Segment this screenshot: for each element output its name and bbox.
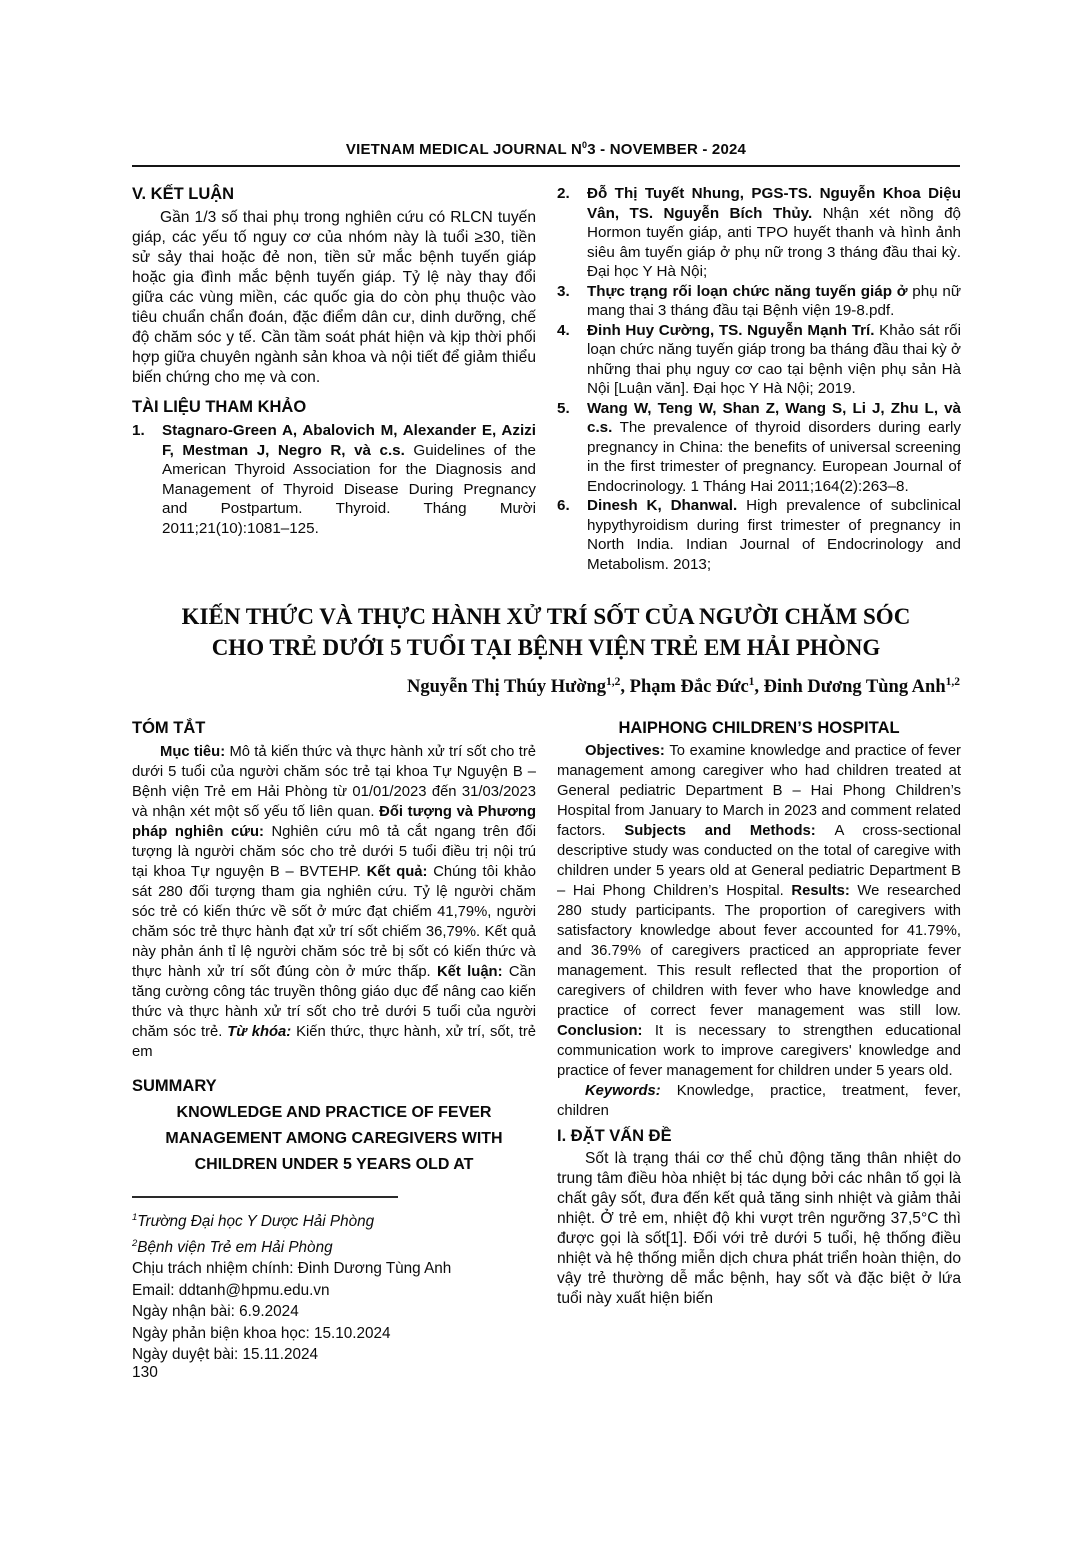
conclusion-paragraph: Gần 1/3 số thai phụ trong nghiên cứu có RLCN tuyến giáp, các yếu tố nguy cơ của nhóm này là tuổi ≥30, tiền sử sảy thai hoặc đẻ non, tiền sử mắc bệnh tuyến giáp hoặc gia đình mắc bệnh tuyến giáp. Tỷ lệ này thay đổi giữa các vùng miền, các quốc gia do còn phụ thuộc vào tiêu chuẩn chẩn đoán, đặc điểm dân cư, dinh dưỡng, chế độ chăm sóc y tế. Cần tầm soát phát hiện và kịp thời phối hợp giữa chuyên ngành sản khoa và nội tiết để giảm thiểu biến chứng cho mẹ và con. <box>132 209 536 386</box>
reference-text: Thực trạng rối loạn chức năng tuyến giáp ở phụ nữ mang thai 3 tháng đầu tại Bệnh viện 19-8.pdf. <box>587 282 961 319</box>
affiliation-1: $^1$Trường Đại học Y Dược Hải Phòng <box>132 1212 375 1231</box>
column-right-2 <box>557 718 961 1366</box>
journal-title-pre: VIETNAM MEDICAL JOURNAL N <box>345 141 583 158</box>
summary-english-title: KNOWLEDGE AND PRACTICE OF FEVER MANAGEMENT AMONG CAREGIVERS WITH CHILDREN UNDER 5 YEARS OLD AT <box>165 1104 503 1174</box>
article-title-line-1: KIẾN THỨC VÀ THỰC HÀNH XỬ TRÍ SỐT CỦA NGƯỜI CHĂM SÓC <box>181 604 911 629</box>
author-2-affiliation-marker: 1 <box>748 676 755 688</box>
author-separator: , <box>620 677 630 698</box>
reference-text: Wang W, Teng W, Shan Z, Wang S, Li J, Zhu L, và c.s. The prevalence of thyroid disorders during early pregnancy in China: the benefits of universal screening in the first trimester of pregnancy. European Journal of Endocrinology. 1 Tháng Hai 2011;164(2):263–8. <box>587 399 961 495</box>
introduction-heading: I. ĐẶT VẤN ĐỀ <box>557 1127 672 1146</box>
footnote-divider <box>132 1196 398 1198</box>
author-3: Đinh Dương Tùng Anh$^{1,2}$ <box>763 676 960 698</box>
keywords-paragraph: Keywords: Knowledge, practice, treatment, fever, children <box>557 1083 961 1120</box>
conclusion-heading: V. KẾT LUẬN <box>132 185 235 203</box>
reference-number: 3. <box>557 282 570 300</box>
summary-heading: SUMMARY <box>132 1077 217 1096</box>
article-title <box>132 601 960 663</box>
accepted-date-line: Ngày duyệt bài: 15.11.2024 <box>132 1346 318 1364</box>
reference-item-5 <box>557 399 961 497</box>
reference-text: Stagnaro-Green A, Abalovich M, Alexander E, Azizi F, Mestman J, Negro R, và c.s. Guidelines of the American Thyroid Association for the Diagnosis and Management of Thyroid Disease During Pregnancy and Postpartum. Thyroid. Tháng Mười 2011;21(10):1081–125. <box>162 422 537 537</box>
abstract-vi-paragraph: Mục tiêu: Mô tả kiến thức và thực hành xử trí sốt cho trẻ dưới 5 tuổi của người chăm sóc trẻ tại khoa Tự Nguyện B – Bệnh viện Trẻ em Hải Phòng từ 01/01/2023 đến 31/03/2023 và nhận xét một số yếu tố liên quan. Đối tượng và Phương pháp nghiên cứu: Nghiên cứu mô tả cắt ngang trên đối tượng là người chăm sóc cho trẻ dưới 5 tuổi điều trị nội trú tại khoa Tự nguyện B – BVTEHP. Kết quả: Chúng tôi khảo sát 280 đối tượng tham gia nghiên cứu. Tỷ lệ người chăm sóc trẻ có kiến thức về sốt ở mức đạt chiếm 41,79%, người chăm sóc trẻ thực hành đạt xử trí sốt chiếm 36,79%. Kết quả này phản ánh tỉ lệ người chăm sóc trẻ bị sốt có kiến thức và thực hành xử trí sốt đúng còn ở mức thấp. Kết luận: Cần tăng cường công tác truyền thông giáo dục để nâng cao kiến thức và thực hành xử trí sốt cho trẻ dưới 5 tuổi của người chăm sóc trẻ. Từ khóa: Kiến thức, thực hành, xử trí, sốt, trẻ em <box>132 744 537 1061</box>
reference-text: Dinesh K, Dhanwal. High prevalence of subclinical hypythyroidism during first trimester of pregnancy in North India. Indian Journal of Endocrinology and Metabolism. 2013; <box>587 497 961 573</box>
reference-number: 5. <box>557 399 570 417</box>
reference-item-4 <box>557 321 961 399</box>
author-separator: , <box>754 677 764 698</box>
journal-title-superscript: 0 <box>582 140 588 150</box>
journal-title-post: 3 - NOVEMBER - 2024 <box>587 141 747 158</box>
column-left-1 <box>132 184 536 574</box>
affiliation-1-marker: 1 <box>132 1212 138 1224</box>
column-left-2 <box>132 718 536 1366</box>
reference-text: Đinh Huy Cường, TS. Nguyễn Mạnh Trí. Khảo sát rối loạn chức năng tuyến giáp trong ba tháng đầu thai kỳ ở những thai phụ nguy cơ cao tại bệnh viện phụ sản Hà Nội [Luận văn]. Đại học Y Hà Nội; 2019. <box>587 321 961 397</box>
references-heading: TÀI LIỆU THAM KHẢO <box>132 398 307 416</box>
corresponding-author-line: Chịu trách nhiệm chính: Đinh Dương Tùng Anh <box>132 1260 452 1278</box>
page-content <box>132 140 960 1366</box>
abstract-en-paragraph: Objectives: To examine knowledge and practice of fever management among caregiver who had children treated at General pediatric Department B – Hai Phong Children’s Hospital from January to March in 2023 and comment related factors. Subjects and Methods: A cross-sectional descriptive study was conducted on the total of caregive with children under 5 years old at General pediatric Department B – Hai Phong Children’s Hospital. Results: We researched 280 study participants. The proportion of caregivers with satisfactory knowledge about fever accounted for 41.79%, and 36.79% of caregivers practiced an appropriate fever management. This result reflected that the proportion of caregivers of children with fever who have knowledge and practice of correct fever management was still low. Conclusion: It is necessary to strengthen educational communication work to improve caregivers' knowledge and practice of fever management for children under 5 years old. <box>557 743 961 1080</box>
reference-item-3 <box>557 282 961 321</box>
reference-number: 1. <box>132 422 145 439</box>
received-date-line: Ngày nhận bài: 6.9.2024 <box>132 1303 299 1321</box>
column-right-1 <box>557 184 961 574</box>
section-abstracts <box>132 718 960 1366</box>
page-number: 130 <box>132 1364 158 1381</box>
author-1: Nguyễn Thị Thúy Hường$^{1,2}$, <box>406 676 630 698</box>
journal-running-head <box>132 140 960 167</box>
affiliation-2-marker: 2 <box>132 1237 138 1249</box>
footnotes-block <box>132 1207 536 1366</box>
reviewed-date-line: Ngày phản biện khoa học: 15.10.2024 <box>132 1324 391 1342</box>
author-2: Phạm Đắc Đức$^1$, <box>629 676 764 698</box>
reference-item-1 <box>132 421 536 538</box>
affiliation-2: $^2$Bệnh viện Trẻ em Hải Phòng <box>132 1237 333 1256</box>
abstract-vi-heading: TÓM TẮT <box>132 719 206 738</box>
section-conclusion-references <box>132 184 960 574</box>
reference-number: 6. <box>557 497 570 514</box>
reference-item-6 <box>557 496 961 574</box>
abstract-en-heading: HAIPHONG CHILDREN’S HOSPITAL <box>618 719 900 738</box>
reference-number: 2. <box>557 185 570 202</box>
article-title-line-2: CHO TRẺ DƯỚI 5 TUỔI TẠI BỆNH VIỆN TRẺ EM HẢI PHÒNG <box>211 635 881 660</box>
author-3-affiliation-marker: 1,2 <box>945 676 960 688</box>
reference-text: Đỗ Thị Tuyết Nhung, PGS-TS. Nguyễn Khoa Diệu Vân, TS. Nguyễn Bích Thủy. Nhận xét nồng độ Hormon tuyến giáp, anti TPO huyết thanh và hình ảnh siêu âm tuyến giáp ở phụ nữ trong 3 tháng đầu thai kỳ. Đại học Y Hà Nội; <box>587 185 961 280</box>
introduction-paragraph: Sốt là trạng thái cơ thể chủ động tăng thân nhiệt do trung tâm điều hòa nhiệt bị tác dụng bởi các nhân tố gọi là chất gây sốt, đưa đến kết quả tăng sinh nhiệt và giảm thải nhiệt. Ở trẻ em, nhiệt độ khi vượt trên ngưỡng 37,5°C thì được gọi là sốt[1]. Đối với trẻ dưới 5 tuổi, hệ thống điều nhiệt và hệ thống miễn dịch chưa phát triển hoàn thiện, do vậy trẻ thường dễ mắc bệnh, hay sốt và đặc biệt ở lứa tuổi này xuất hiện biến <box>557 1150 961 1308</box>
email-line: Email: ddtanh@hpmu.edu.vn <box>132 1281 330 1299</box>
reference-number: 4. <box>557 321 570 339</box>
reference-item-2 <box>557 184 961 282</box>
authors-line <box>132 670 960 699</box>
author-1-affiliation-marker: 1,2 <box>606 676 621 688</box>
